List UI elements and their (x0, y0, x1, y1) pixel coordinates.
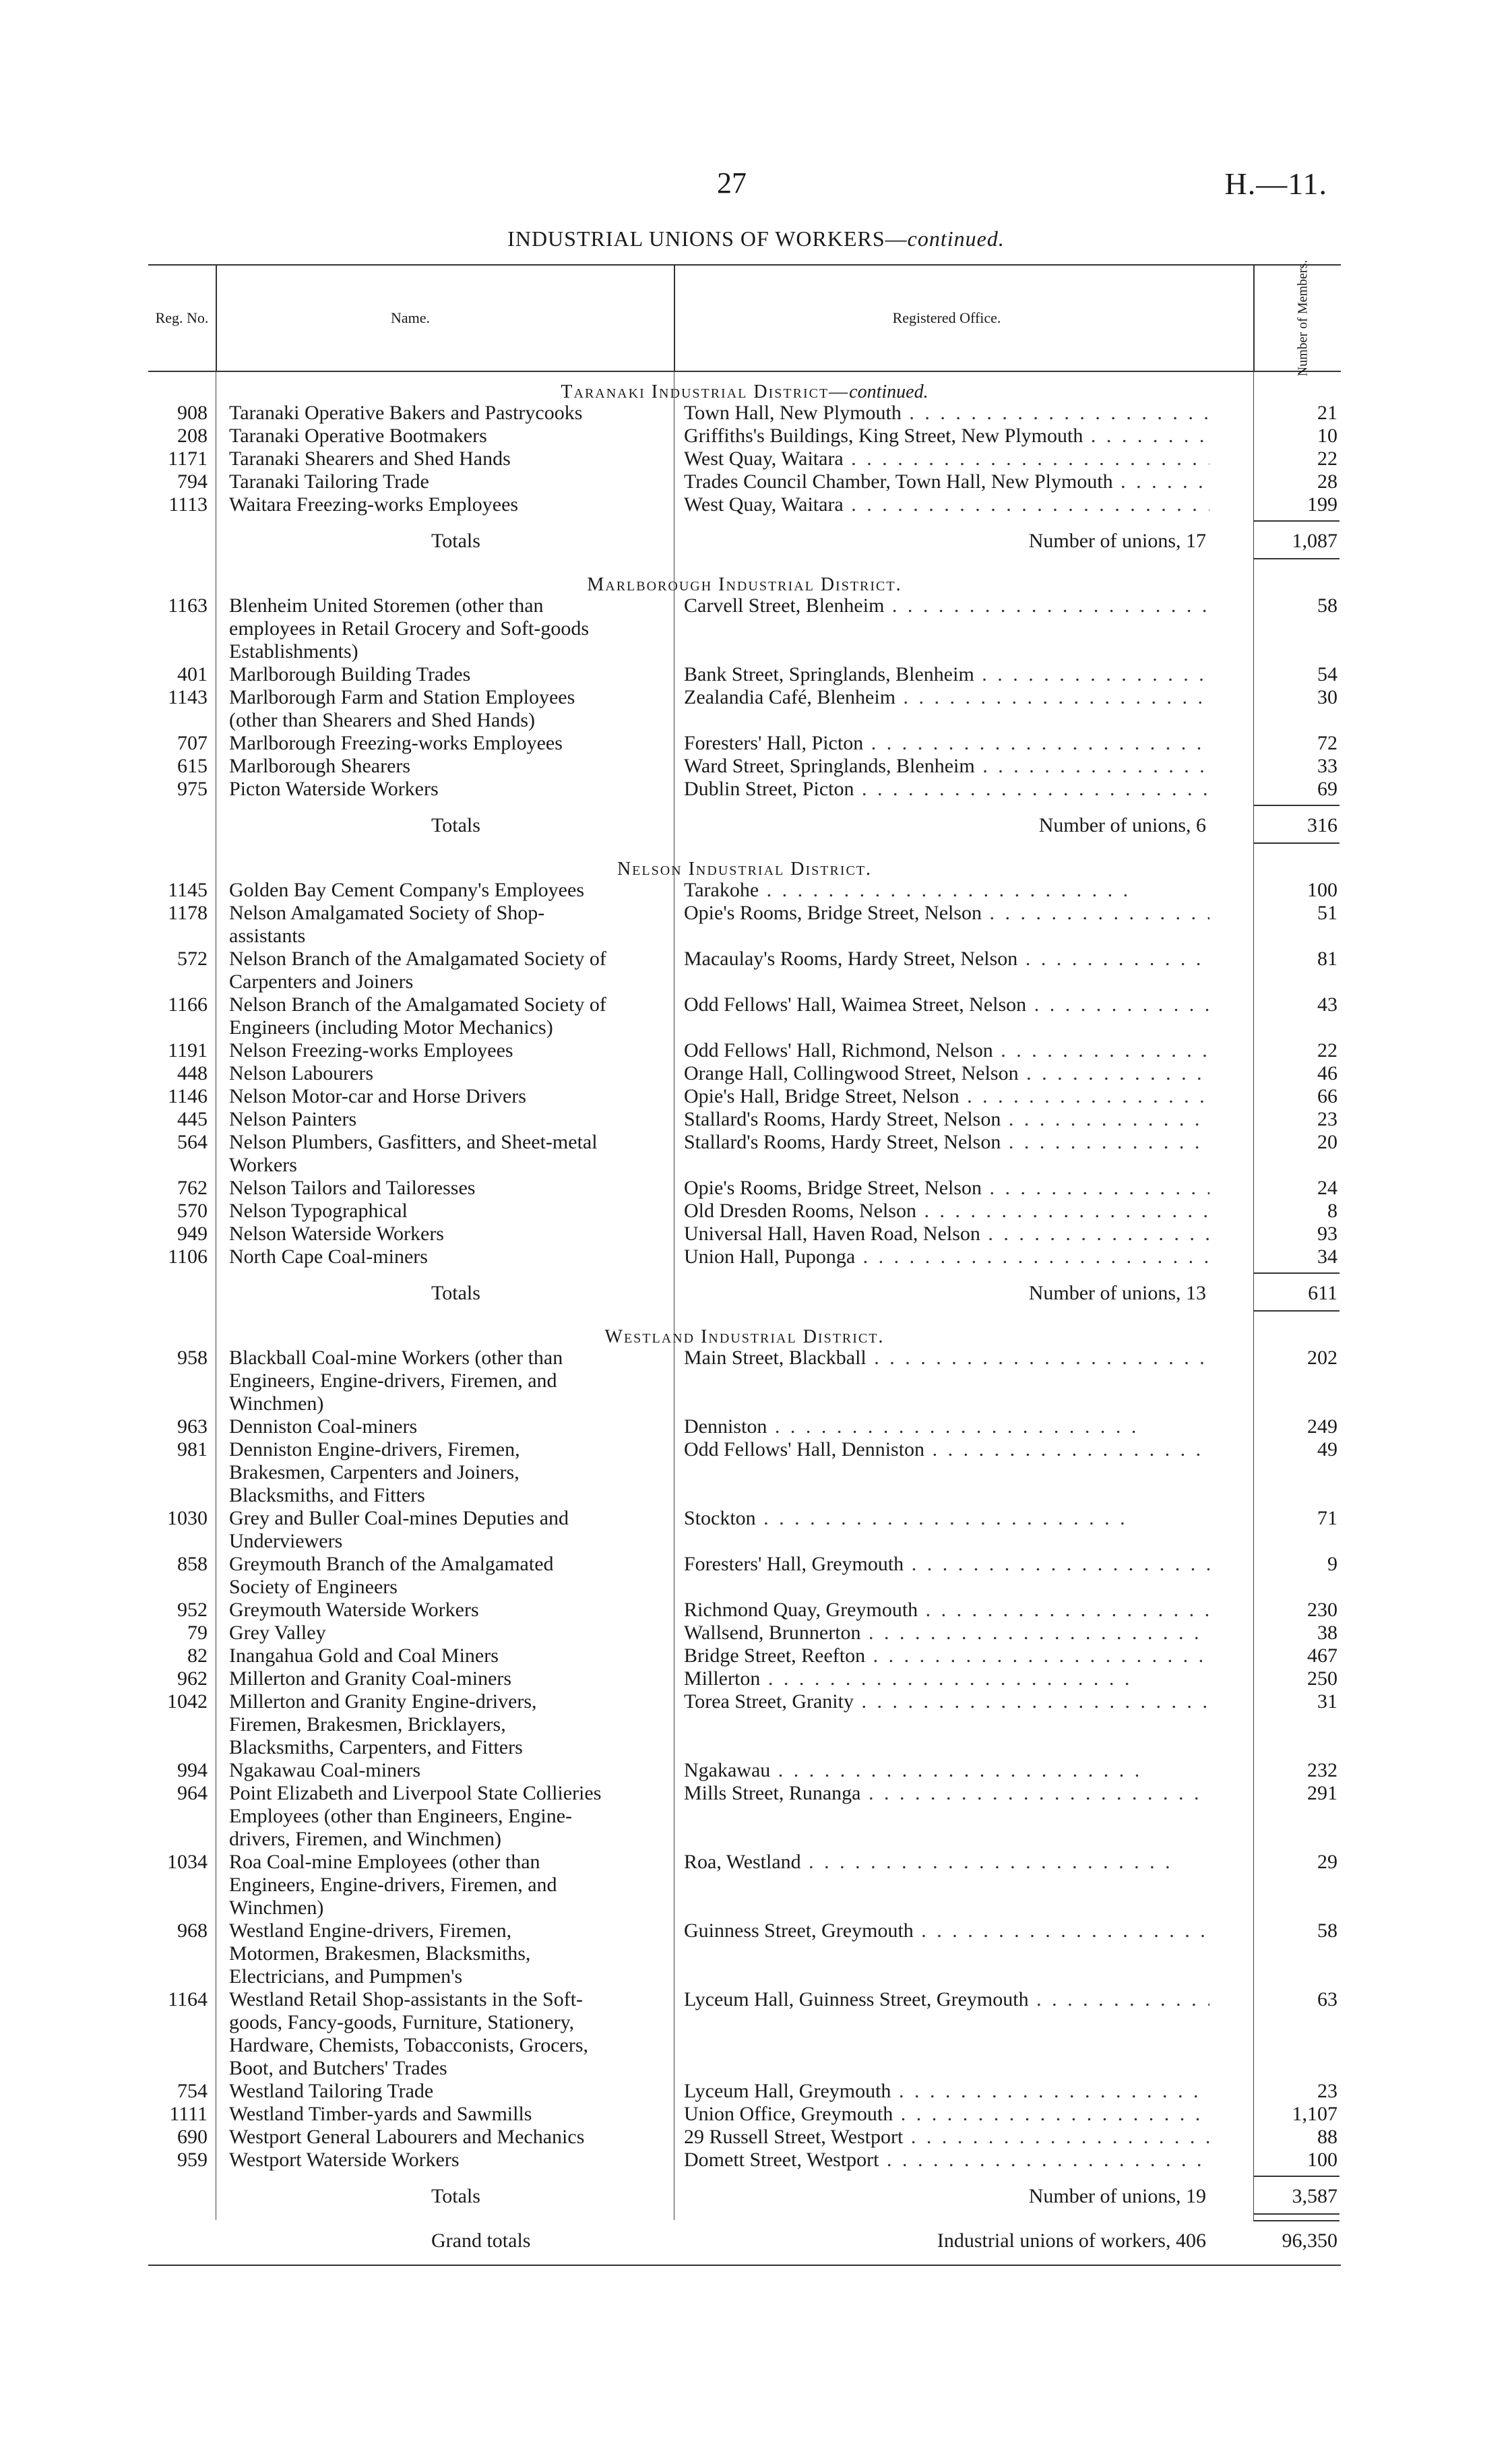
table-body (148, 372, 1341, 2220)
union-name-cell: Taranaki Operative Bootmakers (229, 425, 487, 447)
union-name-cell: Picton Waterside Workers (229, 778, 439, 800)
table-column-header (148, 259, 1341, 377)
union-name-cell: Westland Tailoring Trade (229, 2080, 434, 2102)
registered-office-cell: Wallsend, Brunnerton . . (684, 1622, 1209, 1644)
district-totals-row (148, 801, 1341, 849)
union-name-cell: Nelson Branch of the Amalgamated Society of Engineers (including Motor Mechanics) (229, 993, 606, 1039)
table-row (148, 1438, 1341, 1507)
district-title: Nelson Industrial District. (617, 859, 873, 880)
members-cell: 31 (1317, 1690, 1337, 1713)
union-name-cell: Inangahua Gold and Coal Miners (229, 1644, 499, 1667)
union-name-cell: Nelson Branch of the Amalgamated Society of Carpenters and Joiners (229, 948, 606, 993)
union-name-cell: Nelson Motor-car and Horse Drivers (229, 1085, 526, 1107)
reg-no-cell: 208 (177, 425, 208, 447)
registered-office-cell: Torea Street, Granity . . (684, 1690, 1209, 1713)
union-name-cell: Taranaki Shearers and Shed Hands (229, 448, 511, 470)
members-cell: 58 (1317, 1919, 1337, 1942)
union-name-cell: Denniston Engine-drivers, Firemen, Brakesmen, Carpenters and Joiners, Blacksmiths, and Fitters (229, 1438, 520, 1506)
union-name-cell: Westland Timber-yards and Sawmills (229, 2103, 532, 2125)
reg-no-cell: 1030 (167, 1507, 208, 1529)
table-row (148, 1690, 1341, 1759)
table-row (148, 1919, 1341, 1988)
registered-office-cell: Stallard's Rooms, Hardy Street, Nelson . . (684, 1131, 1209, 1154)
registered-office-cell: Bridge Street, Reefton . . (684, 1644, 1209, 1667)
grand-totals-members: 96,350 (1282, 2230, 1337, 2252)
district-title: Taranaki Industrial District— (561, 381, 850, 402)
reg-no-cell: 1163 (168, 594, 208, 617)
members-cell: 202 (1307, 1347, 1337, 1369)
registered-office-cell: Opie's Rooms, Bridge Street, Nelson . . (684, 1177, 1209, 1200)
column-header-office: Registered Office. (892, 309, 1001, 326)
table-row (148, 1851, 1341, 1919)
grand-totals-row (148, 2220, 1341, 2265)
registered-office-cell: Union Hall, Puponga . . (684, 1246, 1209, 1268)
reg-no-cell: 981 (177, 1438, 208, 1460)
union-name-cell: Denniston Coal-miners (229, 1415, 418, 1438)
column-header-reg-no: Reg. No. (155, 309, 209, 326)
union-name-cell: Grey and Buller Coal-mines Deputies and Underviewers (229, 1507, 569, 1552)
members-cell: 49 (1317, 1438, 1337, 1460)
members-cell: 71 (1317, 1507, 1337, 1529)
table-row (148, 1599, 1341, 1622)
reg-no-cell: 794 (177, 470, 208, 493)
reg-no-cell: 963 (177, 1415, 208, 1438)
registered-office-cell: Ngakawau . . (684, 1759, 1209, 1782)
registered-office-cell: Bank Street, Springlands, Blenheim . . (684, 663, 1209, 686)
members-cell: 88 (1317, 2126, 1337, 2148)
column-header-members: Number of Members. (1295, 259, 1311, 377)
totals-members: 316 (1307, 814, 1337, 836)
members-cell: 72 (1317, 732, 1337, 754)
district-heading (148, 372, 1341, 402)
members-cell: 81 (1317, 948, 1337, 970)
registered-office-cell: Foresters' Hall, Picton . . (684, 732, 1209, 755)
reg-no-cell: 964 (177, 1782, 208, 1804)
table-row (148, 1782, 1341, 1851)
members-cell: 51 (1317, 902, 1337, 924)
totals-unions-count: Number of unions, 17 (1028, 530, 1206, 552)
registered-office-cell: Zealandia Café, Blenheim . . (684, 686, 1209, 709)
table-row (148, 993, 1341, 1039)
reg-no-cell: 968 (177, 1919, 208, 1942)
union-name-cell: Greymouth Waterside Workers (229, 1599, 479, 1621)
union-name-cell: Nelson Painters (229, 1108, 357, 1130)
registered-office-cell: Domett Street, Westport . . (684, 2149, 1209, 2172)
table-row (148, 1553, 1341, 1599)
members-cell: 34 (1317, 1246, 1337, 1268)
members-cell: 54 (1317, 663, 1337, 685)
reg-no-cell: 762 (177, 1177, 208, 1199)
reg-no-cell: 564 (177, 1131, 208, 1153)
members-cell: 46 (1317, 1062, 1337, 1084)
union-name-cell: Millerton and Granity Engine-drivers, Firemen, Brakesmen, Bricklayers, Blacksmiths, Carpenters, and Fitters (229, 1690, 537, 1758)
members-cell: 23 (1317, 1108, 1337, 1130)
registered-office-cell: Opie's Rooms, Bridge Street, Nelson . . (684, 902, 1209, 925)
reg-no-cell: 690 (177, 2126, 208, 2148)
table-row (148, 902, 1341, 948)
registered-office-cell: West Quay, Waitara . . (684, 448, 1209, 470)
totals-label: Totals (431, 1282, 480, 1304)
reg-no-cell: 908 (177, 402, 208, 424)
union-name-cell: Nelson Freezing-works Employees (229, 1039, 513, 1062)
union-name-cell: Marlborough Farm and Station Employees (other than Shearers and Shed Hands) (229, 686, 575, 731)
registered-office-cell: Roa, Westland . . (684, 1851, 1209, 1874)
table-row (148, 1246, 1341, 1268)
table-row (148, 2149, 1341, 2172)
reg-no-cell: 1191 (168, 1039, 208, 1062)
registered-office-cell: Universal Hall, Haven Road, Nelson . . (684, 1223, 1209, 1246)
union-name-cell: Ngakawau Coal-miners (229, 1759, 421, 1781)
union-name-cell: Nelson Plumbers, Gasfitters, and Sheet-metal Workers (229, 1131, 598, 1176)
union-name-cell: Nelson Tailors and Tailoresses (229, 1177, 476, 1199)
table-row (148, 594, 1341, 663)
reg-no-cell: 401 (177, 663, 208, 685)
registered-office-cell: Odd Fellows' Hall, Waimea Street, Nelson . . (684, 993, 1209, 1016)
unions-table (148, 259, 1341, 2266)
table-row (148, 448, 1341, 470)
reg-no-cell: 448 (177, 1062, 208, 1084)
reg-no-cell: 79 (187, 1622, 208, 1644)
table-row (148, 2103, 1341, 2126)
totals-unions-count: Number of unions, 19 (1028, 2185, 1206, 2207)
registered-office-cell: Griffiths's Buildings, King Street, New Plymouth . . (684, 425, 1209, 448)
document-reference: H.—11. (1224, 166, 1327, 201)
reg-no-cell: 1106 (168, 1246, 208, 1268)
registered-office-cell: Lyceum Hall, Greymouth . . (684, 2080, 1209, 2103)
table-row (148, 1667, 1341, 1690)
table-row (148, 1177, 1341, 1200)
members-cell: 249 (1307, 1415, 1337, 1438)
reg-no-cell: 1145 (168, 879, 208, 901)
district-title-suffix: continued. (849, 381, 928, 402)
totals-members: 1,087 (1292, 530, 1337, 552)
union-name-cell: Millerton and Granity Coal-miners (229, 1667, 512, 1690)
union-name-cell: Golden Bay Cement Company's Employees (229, 879, 584, 901)
reg-no-cell: 1143 (168, 686, 208, 708)
union-name-cell: Roa Coal-mine Employees (other than Engineers, Engine-drivers, Firemen, and Winchmen) (229, 1851, 557, 1919)
union-name-cell: Nelson Typographical (229, 1200, 408, 1222)
registered-office-cell: Orange Hall, Collingwood Street, Nelson . . (684, 1062, 1209, 1085)
registered-office-cell: 29 Russell Street, Westport . . (684, 2126, 1209, 2149)
reg-no-cell: 858 (177, 1553, 208, 1575)
union-name-cell: Taranaki Operative Bakers and Pastrycooks (229, 402, 583, 424)
table-row (148, 402, 1341, 425)
registered-office-cell: Town Hall, New Plymouth . . (684, 402, 1209, 425)
registered-office-cell: Dublin Street, Picton . . (684, 778, 1209, 801)
members-cell: 28 (1317, 470, 1337, 493)
members-cell: 199 (1307, 493, 1337, 516)
members-cell: 230 (1307, 1599, 1337, 1621)
totals-members: 611 (1308, 1282, 1337, 1304)
registered-office-cell: Stallard's Rooms, Hardy Street, Nelson . . (684, 1108, 1209, 1131)
table-row (148, 778, 1341, 801)
reg-no-cell: 707 (177, 732, 208, 754)
reg-no-cell: 1164 (168, 1988, 208, 2010)
table-row (148, 663, 1341, 686)
page-title-main: INDUSTRIAL UNIONS OF WORKERS— (507, 226, 908, 251)
members-cell: 23 (1317, 2080, 1337, 2102)
district-heading (148, 565, 1341, 594)
grand-totals-unions: Industrial unions of workers, 406 (937, 2230, 1206, 2252)
table-row (148, 1131, 1341, 1177)
union-name-cell: Nelson Amalgamated Society of Shop-assistants (229, 902, 545, 947)
members-cell: 232 (1307, 1759, 1337, 1781)
reg-no-cell: 1178 (168, 902, 208, 924)
registered-office-cell: Foresters' Hall, Greymouth . . (684, 1553, 1209, 1576)
table-row (148, 1062, 1341, 1085)
registered-office-cell: Ward Street, Springlands, Blenheim . . (684, 755, 1209, 778)
page-header (0, 166, 1512, 206)
members-cell: 22 (1317, 448, 1337, 470)
union-name-cell: Westland Retail Shop-assistants in the Soft-goods, Fancy-goods, Furniture, Stationery, Hardware, Chemists, Tobacconists, Grocers, Boot, and Butchers' Trades (229, 1988, 589, 2079)
reg-no-cell: 949 (177, 1223, 208, 1245)
table-row (148, 2080, 1341, 2103)
totals-members: 3,587 (1292, 2185, 1337, 2207)
registered-office-cell: Trades Council Chamber, Town Hall, New Plymouth . . (684, 470, 1209, 493)
registered-office-cell: Old Dresden Rooms, Nelson . . (684, 1200, 1209, 1223)
union-name-cell: Waitara Freezing-works Employees (229, 493, 519, 516)
union-name-cell: Grey Valley (229, 1622, 326, 1644)
table-row (148, 1108, 1341, 1131)
members-cell: 30 (1317, 686, 1337, 708)
table-row (148, 1507, 1341, 1553)
members-cell: 100 (1307, 2149, 1337, 2171)
union-name-cell: Taranaki Tailoring Trade (229, 470, 429, 493)
district-heading (148, 1317, 1341, 1347)
page-number: 27 (717, 166, 747, 199)
reg-no-cell: 958 (177, 1347, 208, 1369)
members-cell: 22 (1317, 1039, 1337, 1062)
registered-office-cell: Main Street, Blackball . . (684, 1347, 1209, 1370)
registered-office-cell: Union Office, Greymouth . . (684, 2103, 1209, 2126)
members-cell: 250 (1307, 1667, 1337, 1690)
reg-no-cell: 572 (177, 948, 208, 970)
table-row (148, 1347, 1341, 1415)
table-bottom-rule (148, 2265, 1341, 2266)
table-row (148, 425, 1341, 448)
registered-office-cell: Mills Street, Runanga . . (684, 1782, 1209, 1805)
table-row (148, 1223, 1341, 1246)
reg-no-cell: 615 (177, 755, 208, 777)
table-row (148, 1039, 1341, 1062)
column-header-name: Name. (390, 309, 431, 326)
registered-office-cell: Carvell Street, Blenheim . . (684, 594, 1209, 617)
reg-no-cell: 959 (177, 2149, 208, 2171)
reg-no-cell: 1034 (167, 1851, 208, 1873)
members-cell: 63 (1317, 1988, 1337, 2010)
registered-office-cell: Opie's Hall, Bridge Street, Nelson . . (684, 1085, 1209, 1108)
members-cell: 21 (1317, 402, 1337, 424)
reg-no-cell: 1042 (167, 1690, 208, 1713)
grand-totals-label: Grand totals (431, 2230, 531, 2252)
registered-office-cell: West Quay, Waitara . . (684, 493, 1209, 516)
union-name-cell: North Cape Coal-miners (229, 1246, 428, 1268)
members-cell: 20 (1317, 1131, 1337, 1153)
members-cell: 29 (1317, 1851, 1337, 1873)
table-row (148, 2126, 1341, 2149)
district-totals-row (148, 2172, 1341, 2220)
table-row (148, 1200, 1341, 1223)
reg-no-cell: 1146 (168, 1085, 208, 1107)
table-row (148, 1988, 1341, 2080)
registered-office-cell: Lyceum Hall, Guinness Street, Greymouth . . (684, 1988, 1209, 2011)
totals-unions-count: Number of unions, 6 (1038, 814, 1206, 836)
union-name-cell: Greymouth Branch of the Amalgamated Society of Engineers (229, 1553, 554, 1598)
district-heading (148, 849, 1341, 879)
district-totals-row (148, 516, 1341, 565)
members-cell: 69 (1317, 778, 1337, 800)
district-title: Westland Industrial District. (604, 1326, 885, 1347)
union-name-cell: Westport General Labourers and Mechanics (229, 2126, 585, 2148)
reg-no-cell: 975 (177, 778, 208, 800)
members-cell: 100 (1307, 879, 1337, 901)
registered-office-cell: Denniston . . (684, 1415, 1209, 1438)
table-row (148, 1644, 1341, 1667)
union-name-cell: Blackball Coal-mine Workers (other than Engineers, Engine-drivers, Firemen, and Winchmen) (229, 1347, 563, 1415)
registered-office-cell: Tarakohe . . (684, 879, 1209, 902)
table-row (148, 686, 1341, 732)
registered-office-cell: Millerton . . (684, 1667, 1209, 1690)
members-cell: 467 (1307, 1644, 1337, 1667)
members-cell: 93 (1317, 1223, 1337, 1245)
union-name-cell: Point Elizabeth and Liverpool State Collieries Employees (other than Engineers, Engine-drivers, Firemen, and Winchmen) (229, 1782, 602, 1850)
reg-no-cell: 1111 (169, 2103, 208, 2125)
registered-office-cell: Stockton . . (684, 1507, 1209, 1530)
members-cell: 38 (1317, 1622, 1337, 1644)
registered-office-cell: Macaulay's Rooms, Hardy Street, Nelson . . (684, 948, 1209, 971)
table-row (148, 879, 1341, 902)
totals-label: Totals (431, 2185, 480, 2207)
page-title (0, 226, 1512, 251)
totals-unions-count: Number of unions, 13 (1028, 1282, 1206, 1304)
table-row (148, 470, 1341, 493)
union-name-cell: Blenheim United Storemen (other than employees in Retail Grocery and Soft-goods Establishments) (229, 594, 590, 663)
members-cell: 33 (1317, 755, 1337, 777)
union-name-cell: Westport Waterside Workers (229, 2149, 460, 2171)
members-cell: 10 (1317, 425, 1337, 447)
table-row (148, 493, 1341, 516)
union-name-cell: Nelson Waterside Workers (229, 1223, 444, 1245)
union-name-cell: Westland Engine-drivers, Firemen, Motormen, Brakesmen, Blacksmiths, Electricians, and Pumpmen's (229, 1919, 531, 1988)
members-cell: 24 (1317, 1177, 1337, 1199)
members-cell: 8 (1327, 1200, 1337, 1222)
members-cell: 43 (1317, 993, 1337, 1016)
page-title-suffix: continued. (907, 226, 1005, 251)
registered-office-cell: Guinness Street, Greymouth . . (684, 1919, 1209, 1942)
table-row (148, 1415, 1341, 1438)
registered-office-cell: Odd Fellows' Hall, Richmond, Nelson . . (684, 1039, 1209, 1062)
district-totals-row (148, 1268, 1341, 1317)
reg-no-cell: 1113 (168, 493, 208, 516)
totals-label: Totals (431, 814, 480, 836)
totals-label: Totals (431, 530, 480, 552)
union-name-cell: Marlborough Shearers (229, 755, 411, 777)
table-row (148, 1759, 1341, 1782)
members-cell: 9 (1327, 1553, 1337, 1575)
union-name-cell: Marlborough Building Trades (229, 663, 471, 685)
reg-no-cell: 445 (177, 1108, 208, 1130)
members-cell: 58 (1317, 594, 1337, 617)
members-cell: 291 (1307, 1782, 1337, 1804)
reg-no-cell: 952 (177, 1599, 208, 1621)
reg-no-cell: 1171 (168, 448, 208, 470)
table-row (148, 1085, 1341, 1108)
union-name-cell: Marlborough Freezing-works Employees (229, 732, 563, 754)
union-name-cell: Nelson Labourers (229, 1062, 374, 1084)
table-row (148, 1622, 1341, 1644)
reg-no-cell: 1166 (168, 993, 208, 1016)
members-cell: 66 (1317, 1085, 1337, 1107)
reg-no-cell: 962 (177, 1667, 208, 1690)
reg-no-cell: 82 (187, 1644, 208, 1667)
table-row (148, 948, 1341, 993)
registered-office-cell: Richmond Quay, Greymouth . . (684, 1599, 1209, 1622)
reg-no-cell: 994 (177, 1759, 208, 1781)
registered-office-cell: Odd Fellows' Hall, Denniston . . (684, 1438, 1209, 1461)
members-cell: 1,107 (1292, 2103, 1337, 2125)
table-row (148, 755, 1341, 778)
table-row (148, 732, 1341, 755)
reg-no-cell: 754 (177, 2080, 208, 2102)
district-title: Marlborough Industrial District. (587, 574, 902, 595)
reg-no-cell: 570 (177, 1200, 208, 1222)
